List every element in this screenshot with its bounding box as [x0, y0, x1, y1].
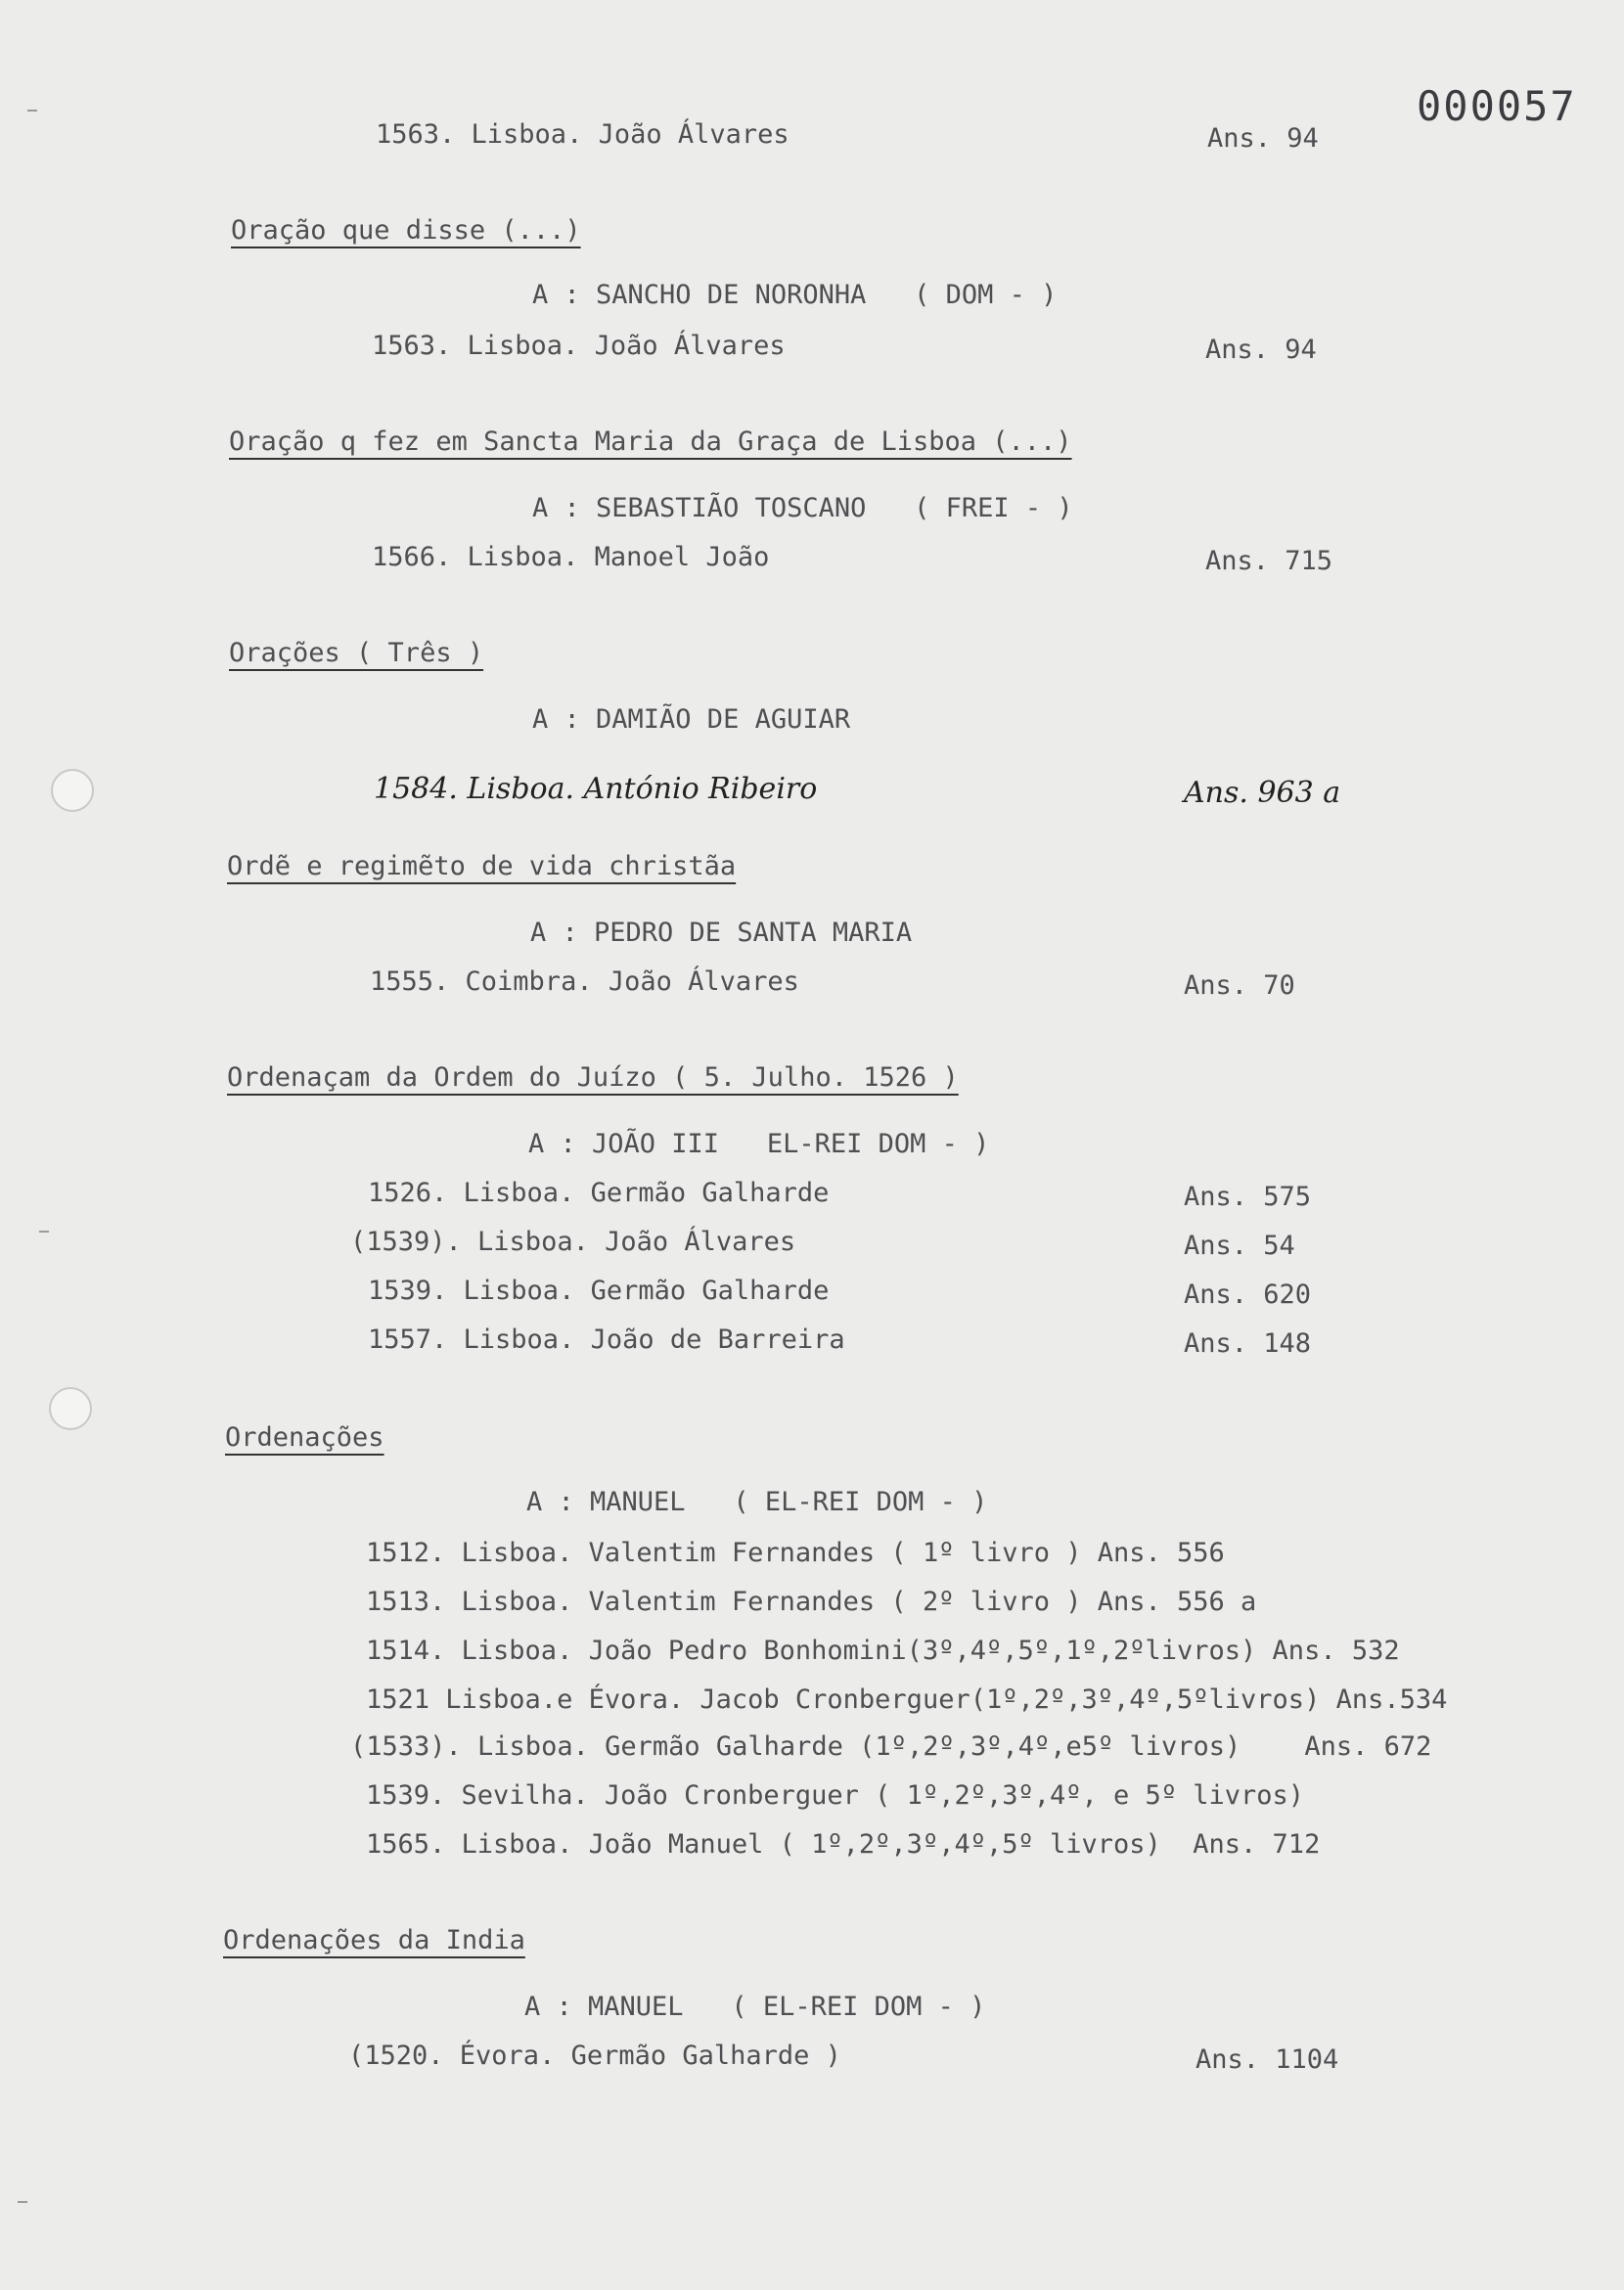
entry-line: 1514. Lisboa. João Pedro Bonhomini(3º,4º,5º,1º,2ºlivros) Ans. 532 [366, 1636, 1400, 1666]
entry-line: 1555. Coimbra. João Álvares [370, 966, 799, 997]
punch-hole-lower [49, 1387, 92, 1430]
author-line: A : JOÃO III EL-REI DOM - ) [528, 1129, 990, 1159]
punch-hole-upper [51, 769, 94, 812]
entry-line: 1539. Sevilha. João Cronberguer ( 1º,2º,3º,4º, e 5º livros) [366, 1780, 1305, 1811]
margin-mark [18, 2201, 27, 2203]
author-line: A : DAMIÃO DE AGUIAR [532, 704, 851, 735]
reference: Ans. 575 [1184, 1182, 1312, 1212]
reference: Ans. 70 [1184, 970, 1295, 1001]
entry-line: 1521 Lisboa.e Évora. Jacob Cronberguer(1º,2º,3º,4º,5ºlivros) Ans.534 [366, 1684, 1448, 1715]
reference: Ans. 94 [1207, 123, 1319, 154]
handwritten-entry: 1584. Lisboa. António Ribeiro [374, 772, 818, 806]
section-heading: Oração que disse (...) [231, 215, 581, 246]
entry-line: 1563. Lisboa. João Álvares [372, 331, 786, 361]
section-heading: Orações ( Três ) [229, 638, 484, 668]
handwritten-reference: Ans. 963 a [1184, 776, 1341, 810]
section-heading: Ordenações da India [223, 1925, 525, 1955]
author-line: A : SANCHO DE NORONHA ( DOM - ) [532, 280, 1058, 310]
reference: Ans. 148 [1184, 1328, 1312, 1359]
reference: Ans. 1104 [1195, 2044, 1339, 2075]
margin-mark [27, 110, 37, 112]
section-heading: Ordenações [225, 1422, 384, 1453]
entry-line: 1513. Lisboa. Valentim Fernandes ( 2º livro ) Ans. 556 a [366, 1587, 1257, 1617]
reference: Ans. 620 [1184, 1280, 1312, 1310]
author-line: A : SEBASTIÃO TOSCANO ( FREI - ) [532, 493, 1073, 523]
margin-mark [39, 1231, 49, 1233]
reference: Ans. 54 [1184, 1231, 1295, 1261]
entry-line: (1533). Lisboa. Germão Galharde (1º,2º,3º,4º,e5º livros) Ans. 672 [350, 1731, 1432, 1762]
section-heading: Ordenaçam da Ordem do Juízo ( 5. Julho. 1526 ) [227, 1062, 959, 1093]
reference: Ans. 94 [1205, 335, 1317, 365]
author-line: A : PEDRO DE SANTA MARIA [530, 918, 913, 948]
entry-line: (1539). Lisboa. João Álvares [350, 1227, 796, 1257]
entry-line: 1512. Lisboa. Valentim Fernandes ( 1º livro ) Ans. 556 [366, 1538, 1225, 1568]
entry-line: 1557. Lisboa. João de Barreira [368, 1325, 845, 1355]
entry-line: 1539. Lisboa. Germão Galharde [368, 1276, 830, 1306]
page-number: 000057 [1417, 82, 1577, 130]
reference: Ans. 715 [1205, 546, 1333, 576]
author-line: A : MANUEL ( EL-REI DOM - ) [526, 1487, 988, 1517]
entry-line: 1563. Lisboa. João Álvares [376, 119, 789, 150]
section-heading: Oração q fez em Sancta Maria da Graça de Lisboa (...) [229, 427, 1072, 457]
entry-line: 1526. Lisboa. Germão Galharde [368, 1178, 830, 1208]
section-heading: Ordẽ e regimẽto de vida christãa [227, 851, 737, 881]
entry-line: (1520. Évora. Germão Galharde ) [348, 2041, 841, 2071]
author-line: A : MANUEL ( EL-REI DOM - ) [524, 1992, 986, 2022]
entry-line: 1565. Lisboa. João Manuel ( 1º,2º,3º,4º,5º livros) Ans. 712 [366, 1829, 1321, 1860]
entry-line: 1566. Lisboa. Manoel João [372, 542, 770, 572]
